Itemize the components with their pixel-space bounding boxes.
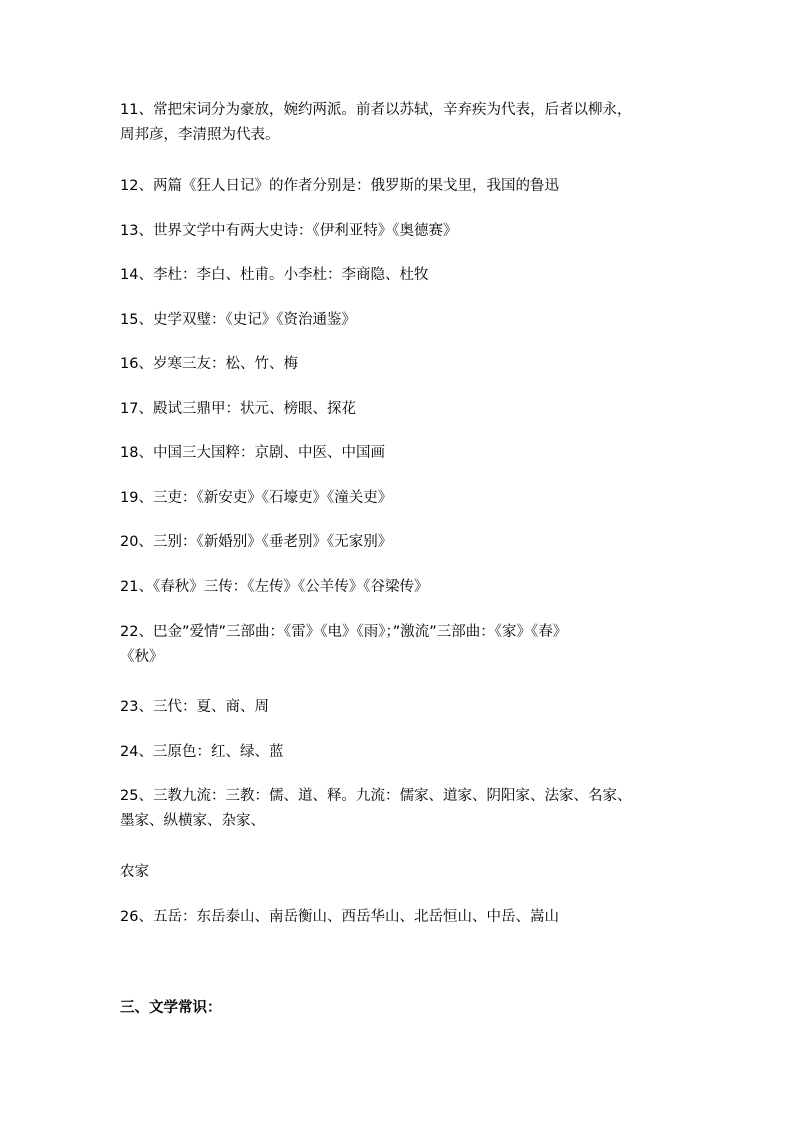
item-23-line-1: 23、三代：夏、商、周 xyxy=(120,699,269,715)
list-item-20 xyxy=(120,530,700,555)
list-item-25-continuation xyxy=(120,860,700,885)
item-25-continuation-line: 农家 xyxy=(120,864,149,880)
list-item-26 xyxy=(120,905,700,930)
list-item-21 xyxy=(120,575,700,600)
item-14-line-1: 14、李杜：李白、杜甫。小李杜：李商隐、杜牧 xyxy=(120,267,429,283)
item-24-line-1: 24、三原色：红、绿、蓝 xyxy=(120,744,284,760)
item-20-line-1: 20、三别：《新婚别》《垂老别》《无家别》 xyxy=(120,534,393,550)
item-18-line-1: 18、中国三大国粹：京剧、中医、中国画 xyxy=(120,445,385,461)
item-11-line-1: 11、常把宋词分为豪放，婉约两派。前者以苏轼，辛弃疾为代表，后者以柳永， xyxy=(120,102,632,118)
item-15-line-1: 15、史学双璧：《史记》《资治通鉴》 xyxy=(120,312,356,328)
item-22-line-2: 《秋》 xyxy=(120,649,164,665)
list-item-16 xyxy=(120,352,700,377)
item-13-line-1: 13、世界文学中有两大史诗：《伊利亚特》《奥德赛》 xyxy=(120,223,458,239)
list-item-17 xyxy=(120,397,700,422)
item-25-line-2: 墨家、纵横家、杂家、 xyxy=(120,813,265,829)
list-item-14 xyxy=(120,263,700,288)
list-item-25 xyxy=(120,784,700,834)
list-item-23 xyxy=(120,695,700,720)
list-item-12 xyxy=(120,174,700,199)
list-item-24 xyxy=(120,740,700,765)
item-26-line-1: 26、五岳：东岳泰山、南岳衡山、西岳华山、北岳恒山、中岳、嵩山 xyxy=(120,909,559,925)
item-11-line-2: 周邦彦，李清照为代表。 xyxy=(120,127,280,143)
list-item-13 xyxy=(120,219,700,244)
item-22-line-1: 22、巴金”爱情”三部曲：《雷》《电》《雨》；”激流”三部曲：《家》《春》 xyxy=(120,624,568,640)
list-item-18 xyxy=(120,441,700,466)
section-heading: 三、文学常识： xyxy=(120,1000,222,1016)
item-21-line-1: 21、《春秋》三传：《左传》《公羊传》《谷梁传》 xyxy=(120,579,429,595)
item-19-line-1: 19、三吏：《新安吏》《石壕吏》《潼关吏》 xyxy=(120,490,393,506)
item-25-line-1: 25、三教九流：三教：儒、道、释。九流：儒家、道家、阴阳家、法家、名家、 xyxy=(120,788,632,804)
item-16-line-1: 16、岁寒三友：松、竹、梅 xyxy=(120,356,298,372)
list-item-22 xyxy=(120,620,700,670)
list-item-19 xyxy=(120,486,700,511)
list-item-11 xyxy=(120,98,700,148)
list-item-15 xyxy=(120,308,700,333)
item-12-line-1: 12、两篇《狂人日记》的作者分别是：俄罗斯的果戈里，我国的鲁迅 xyxy=(120,178,559,194)
item-17-line-1: 17、殿试三鼎甲：状元、榜眼、探花 xyxy=(120,401,356,417)
